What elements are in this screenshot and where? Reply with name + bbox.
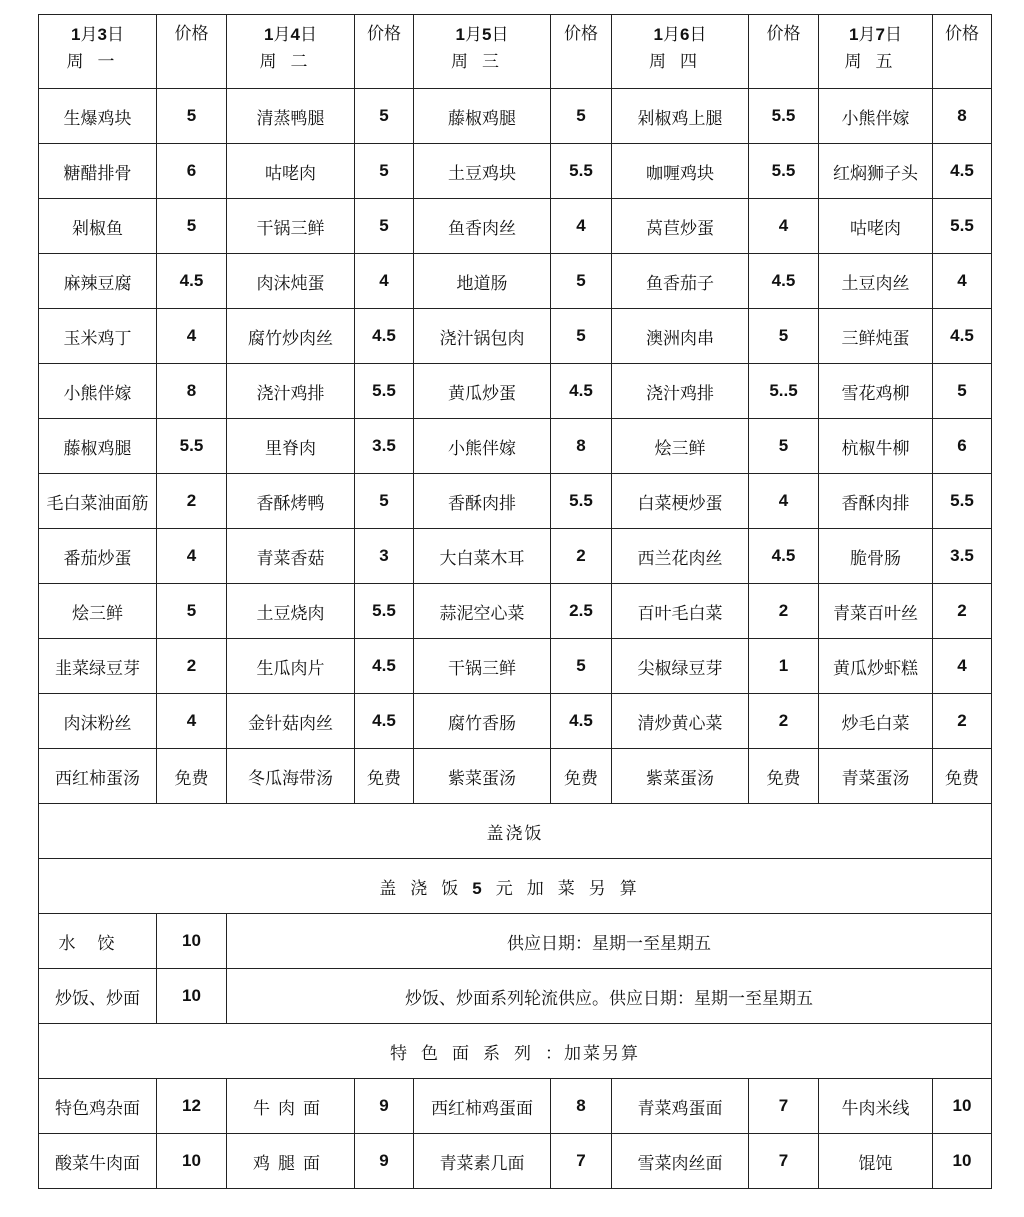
dish-name: 杭椒牛柳 [819,419,933,474]
dish-name: 香酥烤鸭 [227,474,355,529]
dish-price: 3.5 [355,419,414,474]
dish-price: 5 [355,144,414,199]
dish-price: 5.5 [749,89,819,144]
dish-price: 5 [551,254,612,309]
noodle-price: 10 [933,1079,992,1134]
menu-table [38,14,992,1189]
rice-subtitle-post: 元加菜另算 [495,878,651,899]
dish-price: 4.5 [933,309,992,364]
dish-name: 剁椒鸡上腿 [612,89,749,144]
dish-price: 4.5 [749,529,819,584]
dish-price: 4.5 [749,254,819,309]
dish-price: 4 [551,199,612,254]
dish-name: 西红柿蛋汤 [39,749,157,804]
noodle-price: 7 [749,1079,819,1134]
day-header-2: 1月4日 周二 [227,15,355,89]
dish-price: 4 [749,474,819,529]
noodle-name: 馄饨 [819,1134,933,1189]
dish-name: 脆骨肠 [819,529,933,584]
dish-name: 黄瓜炒蛋 [414,364,551,419]
noodle-price: 10 [933,1134,992,1189]
dish-price: 2 [551,529,612,584]
noodle-price: 10 [157,1134,227,1189]
dish-name: 肉沫炖蛋 [227,254,355,309]
dish-price: 2 [933,584,992,639]
dish-price: 5.5 [355,584,414,639]
dish-price: 免费 [355,749,414,804]
dish-name: 紫菜蛋汤 [414,749,551,804]
extra-note: 供应日期：星期一至星期五 [227,914,992,969]
dish-name: 腐竹香肠 [414,694,551,749]
noodle-price: 9 [355,1134,414,1189]
extra-note: 炒饭、炒面系列轮流供应。供应日期：星期一至星期五 [227,969,992,1024]
dish-price: 4 [157,694,227,749]
dish-price: 4.5 [355,309,414,364]
dish-price: 5.5 [551,474,612,529]
header-row [39,15,992,89]
noodle-name: 牛肉面 [227,1079,355,1134]
dish-name: 土豆鸡块 [414,144,551,199]
rice-section-title: 盖浇饭 [39,804,992,859]
dish-name: 澳洲肉串 [612,309,749,364]
dish-price: 免费 [551,749,612,804]
dish-name: 咖喱鸡块 [612,144,749,199]
dish-name: 三鲜炖蛋 [819,309,933,364]
dish-name: 西兰花肉丝 [612,529,749,584]
dish-row [39,474,992,529]
dish-price: 4.5 [355,639,414,694]
dish-name: 麻辣豆腐 [39,254,157,309]
noodle-price: 12 [157,1079,227,1134]
dish-name: 干锅三鲜 [227,199,355,254]
dish-price: 4.5 [157,254,227,309]
day-header-3: 1月5日 周三 [414,15,551,89]
rice-subtitle-price: 5 [472,878,496,898]
dish-name: 小熊伴嫁 [414,419,551,474]
dish-name: 白菜梗炒蛋 [612,474,749,529]
dish-price: 8 [933,89,992,144]
dish-name: 玉米鸡丁 [39,309,157,364]
dish-row [39,89,992,144]
dish-price: 5 [355,89,414,144]
dish-name: 里脊肉 [227,419,355,474]
dish-price: 6 [157,144,227,199]
dish-price: 5.5 [157,419,227,474]
dish-name: 烩三鲜 [612,419,749,474]
dish-price: 5 [157,199,227,254]
dish-name: 红焖狮子头 [819,144,933,199]
noodle-price: 9 [355,1079,414,1134]
dish-price: 4 [157,309,227,364]
dish-row [39,144,992,199]
rice-subtitle-row [39,859,992,914]
day-header-5: 1月7日 周五 [819,15,933,89]
dish-name: 百叶毛白菜 [612,584,749,639]
dish-price: 免费 [749,749,819,804]
dish-name: 韭菜绿豆芽 [39,639,157,694]
dish-name: 青菜百叶丝 [819,584,933,639]
dish-name: 香酥肉排 [414,474,551,529]
dish-name: 蒜泥空心菜 [414,584,551,639]
dish-row [39,254,992,309]
noodle-row [39,1134,992,1189]
dish-row [39,639,992,694]
noodle-name: 雪菜肉丝面 [612,1134,749,1189]
noodle-name: 特色鸡杂面 [39,1079,157,1134]
noodle-name: 鸡腿面 [227,1134,355,1189]
dish-name: 鱼香茄子 [612,254,749,309]
dish-name: 青菜香菇 [227,529,355,584]
dish-price: 4 [157,529,227,584]
noodle-title-suffix: ：加菜另算 [545,1043,640,1064]
dish-price: 5 [551,89,612,144]
dish-price: 2 [749,694,819,749]
dish-name: 咕咾肉 [819,199,933,254]
extra-row [39,914,992,969]
dish-price: 5 [157,584,227,639]
dish-price: 4 [355,254,414,309]
dish-price: 5 [157,89,227,144]
dish-name: 毛白菜油面筋 [39,474,157,529]
dish-price: 3.5 [933,529,992,584]
dish-row [39,749,992,804]
dish-price: 5.5 [933,474,992,529]
extra-price: 10 [157,914,227,969]
day-header-4: 1月6日 周四 [612,15,749,89]
dish-price: 2 [157,639,227,694]
dish-price: 5.5 [749,144,819,199]
dish-price: 2.5 [551,584,612,639]
rice-section-row [39,804,992,859]
noodle-section-title [39,1024,992,1079]
dish-name: 鱼香肉丝 [414,199,551,254]
dish-name: 小熊伴嫁 [819,89,933,144]
dish-name: 炒毛白菜 [819,694,933,749]
dish-name: 浇汁鸡排 [227,364,355,419]
dish-price: 5 [933,364,992,419]
dish-name: 干锅三鲜 [414,639,551,694]
dish-price: 5 [355,199,414,254]
noodle-name: 牛肉米线 [819,1079,933,1134]
dish-price: 8 [551,419,612,474]
dish-row [39,309,992,364]
dish-row [39,199,992,254]
dish-name: 藤椒鸡腿 [39,419,157,474]
dish-row [39,694,992,749]
noodle-price: 8 [551,1079,612,1134]
dish-name: 糖醋排骨 [39,144,157,199]
rice-subtitle-pre: 盖浇饭 [379,878,473,899]
dish-price: 5.5 [355,364,414,419]
price-header-3: 价格 [551,15,612,89]
dish-price: 免费 [157,749,227,804]
dish-name: 浇汁鸡排 [612,364,749,419]
dish-price: 4.5 [551,364,612,419]
dish-row [39,419,992,474]
dish-name: 清蒸鸭腿 [227,89,355,144]
noodle-section-row [39,1024,992,1079]
dish-price: 2 [933,694,992,749]
price-header-1: 价格 [157,15,227,89]
dish-name: 藤椒鸡腿 [414,89,551,144]
dish-name: 生瓜肉片 [227,639,355,694]
dish-name: 冬瓜海带汤 [227,749,355,804]
dish-price: 4.5 [355,694,414,749]
day-header-1: 1月3日 周一 [39,15,157,89]
dish-price: 4 [933,254,992,309]
dish-price: 5.5 [551,144,612,199]
dish-name: 清炒黄心菜 [612,694,749,749]
dish-price: 5 [551,639,612,694]
dish-row [39,584,992,639]
dish-price: 2 [749,584,819,639]
dish-price: 6 [933,419,992,474]
dish-name: 土豆肉丝 [819,254,933,309]
price-header-4: 价格 [749,15,819,89]
dish-name: 咕咾肉 [227,144,355,199]
dish-price: 4.5 [933,144,992,199]
dish-price: 2 [157,474,227,529]
dish-name: 莴苣炒蛋 [612,199,749,254]
dish-name: 黄瓜炒虾糕 [819,639,933,694]
dish-name: 地道肠 [414,254,551,309]
extra-name: 炒饭、炒面 [39,969,157,1024]
noodle-price: 7 [551,1134,612,1189]
noodle-row [39,1079,992,1134]
dish-name: 小熊伴嫁 [39,364,157,419]
dish-name: 土豆烧肉 [227,584,355,639]
dish-price: 4 [749,199,819,254]
extra-price: 10 [157,969,227,1024]
dish-price: 3 [355,529,414,584]
noodle-name: 青菜鸡蛋面 [612,1079,749,1134]
price-header-5: 价格 [933,15,992,89]
dish-price: 4.5 [551,694,612,749]
dish-price: 5 [355,474,414,529]
dish-name: 紫菜蛋汤 [612,749,749,804]
dish-name: 生爆鸡块 [39,89,157,144]
noodle-name: 西红柿鸡蛋面 [414,1079,551,1134]
dish-name: 腐竹炒肉丝 [227,309,355,364]
dish-name: 番茄炒蛋 [39,529,157,584]
noodle-name: 青菜素几面 [414,1134,551,1189]
dish-row [39,364,992,419]
dish-name: 浇汁锅包肉 [414,309,551,364]
dish-price: 免费 [933,749,992,804]
extra-name: 水饺 [39,914,157,969]
dish-row [39,529,992,584]
dish-name: 剁椒鱼 [39,199,157,254]
price-header-2: 价格 [355,15,414,89]
noodle-price: 7 [749,1134,819,1189]
rice-subtitle [39,859,992,914]
dish-name: 大白菜木耳 [414,529,551,584]
dish-price: 5..5 [749,364,819,419]
dish-price: 5.5 [933,199,992,254]
dish-name: 金针菇肉丝 [227,694,355,749]
dish-name: 肉沫粉丝 [39,694,157,749]
dish-price: 5 [551,309,612,364]
dish-name: 尖椒绿豆芽 [612,639,749,694]
noodle-title-main: 特色面系列 [390,1043,545,1064]
menu-body [39,15,992,1189]
dish-name: 香酥肉排 [819,474,933,529]
dish-name: 烩三鲜 [39,584,157,639]
dish-name: 雪花鸡柳 [819,364,933,419]
dish-price: 5 [749,419,819,474]
dish-price: 4 [933,639,992,694]
noodle-name: 酸菜牛肉面 [39,1134,157,1189]
dish-name: 青菜蛋汤 [819,749,933,804]
extra-row [39,969,992,1024]
dish-price: 8 [157,364,227,419]
dish-price: 5 [749,309,819,364]
dish-price: 1 [749,639,819,694]
